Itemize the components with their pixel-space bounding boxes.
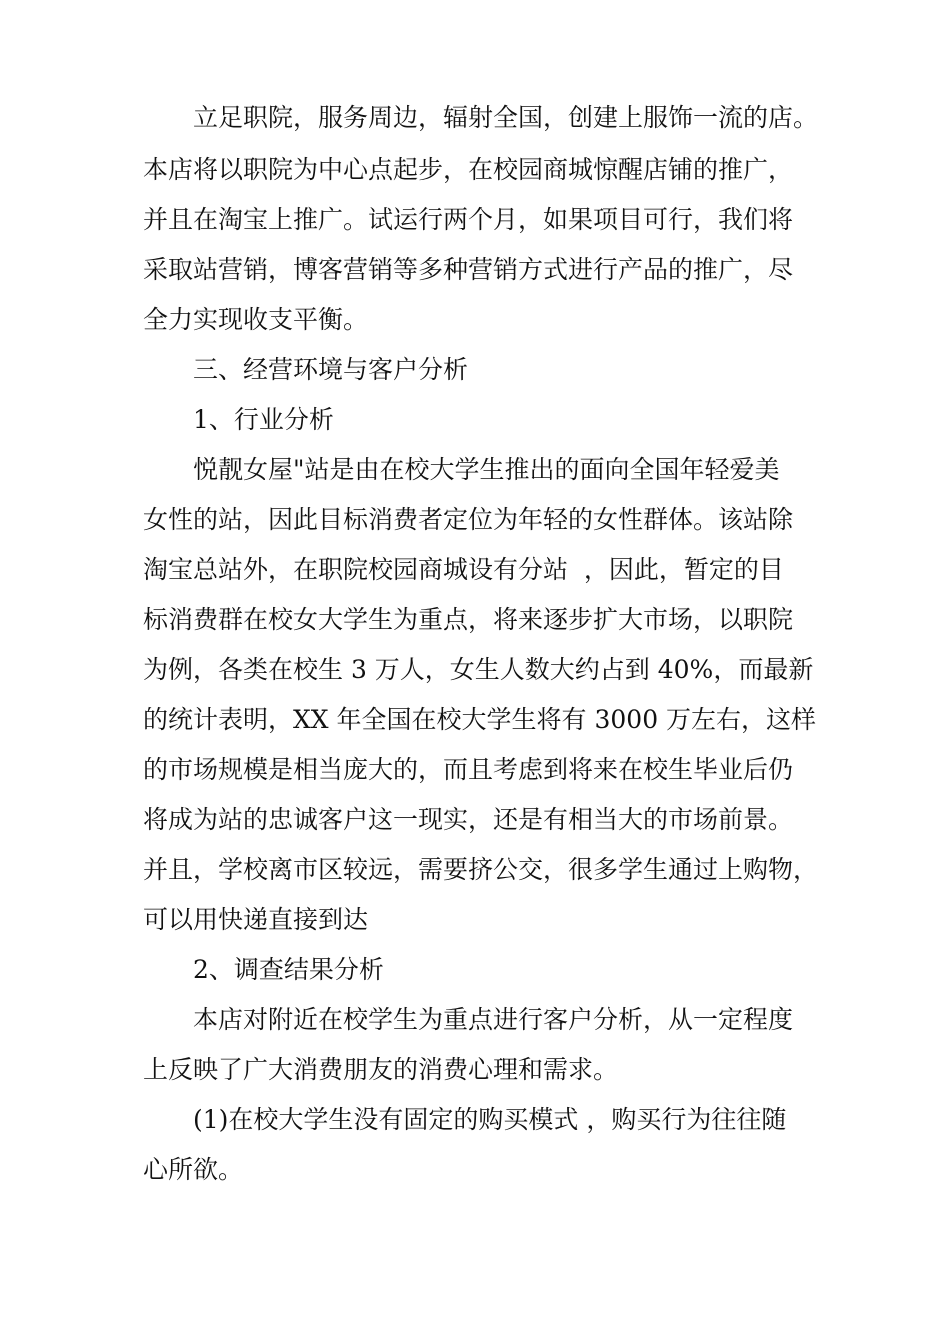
paragraph-line: 本店对附近在校学生为重点进行客户分析，从一定程度 [193, 1005, 794, 1034]
list-item-line: 心所欲。 [143, 1155, 244, 1184]
paragraph-line: 本店将以职院为中心点起步，在校园商城惊醒店铺的推广， [143, 155, 794, 184]
paragraph-line: 可以用快递直接到达 [143, 905, 369, 934]
paragraph-line: 淘宝总站外，在职院校园商城设有分站 ，因此，暂定的目 [143, 555, 784, 584]
paragraph-line: 为例，各类在校生 3 万人，女生人数大约占到 40%，而最新 [143, 655, 814, 684]
paragraph-line: 全力实现收支平衡。 [143, 305, 369, 334]
list-item-line: (1)在校大学生没有固定的购买模式 ，购买行为往往随 [193, 1105, 787, 1134]
paragraph-line: 的市场规模是相当庞大的，而且考虑到将来在校生毕业后仍 [143, 755, 794, 784]
paragraph-line: 并且在淘宝上推广。试运行两个月，如果项目可行，我们将 [143, 205, 794, 234]
paragraph-line: 悦靓女屋"站是由在校大学生推出的面向全国年轻爱美 [193, 455, 780, 484]
paragraph-line: 上反映了广大消费朋友的消费心理和需求。 [143, 1055, 619, 1084]
paragraph-line: 采取站营销，博客营销等多种营销方式进行产品的推广，尽 [143, 255, 794, 284]
section-heading: 三、经营环境与客户分析 [193, 355, 469, 384]
subsection-heading: 2、调查结果分析 [193, 955, 384, 984]
paragraph-line: 的统计表明，XX 年全国在校大学生将有 3000 万左右，这样 [143, 705, 817, 734]
paragraph-line: 立足职院，服务周边，辐射全国，创建上服饰一流的店。 [193, 103, 819, 132]
paragraph-line: 女性的站，因此目标消费者定位为年轻的女性群体。该站除 [143, 505, 794, 534]
paragraph-line: 标消费群在校女大学生为重点，将来逐步扩大市场，以职院 [143, 605, 794, 634]
paragraph-line: 并且，学校离市区较远，需要挤公交，很多学生通过上购物， [143, 855, 819, 884]
paragraph-line: 将成为站的忠诚客户这一现实，还是有相当大的市场前景。 [143, 805, 794, 834]
subsection-heading: 1、行业分析 [193, 405, 334, 434]
